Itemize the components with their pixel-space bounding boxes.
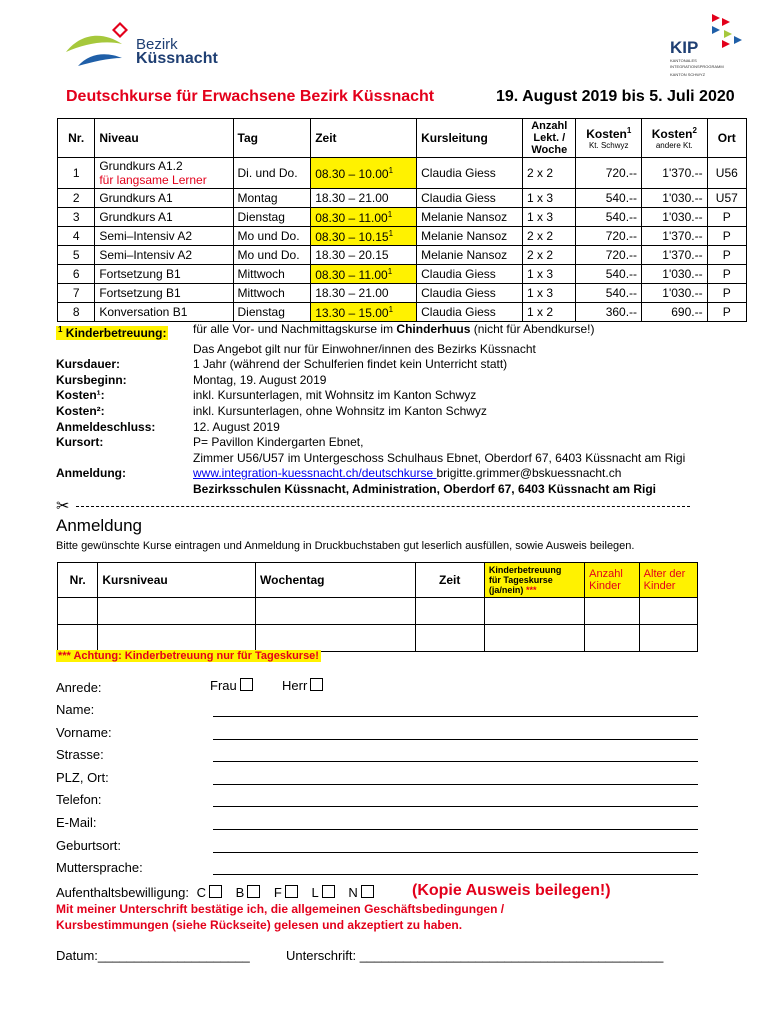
course-ort: P — [707, 246, 746, 265]
anrede-herr[interactable] — [282, 678, 323, 693]
bezirk-logo-mark — [64, 22, 134, 74]
anmeldung-title: Anmeldung — [56, 516, 143, 535]
course-row — [58, 284, 747, 303]
dauer-label: Kursdauer: — [56, 357, 121, 372]
cut-line — [76, 506, 690, 507]
beginn-value: Montag, 19. August 2019 — [193, 372, 327, 387]
opt-l-checkbox[interactable] — [322, 885, 335, 898]
course-ort: P — [707, 265, 746, 284]
col-niveau: Niveau — [95, 119, 233, 158]
course-kosten2: 1'370.-- — [642, 246, 708, 265]
kip-logo-text: KIP — [670, 38, 699, 57]
aufenthalt-label: Aufenthaltsbewilligung: — [56, 885, 189, 900]
course-kosten2: 1'030.-- — [642, 265, 708, 284]
scissors-icon: ✂ — [56, 498, 70, 515]
course-anzahl: 2 x 2 — [523, 227, 576, 246]
col-anzahl-line2: Lekt. / — [533, 132, 566, 144]
aufenthalt-row — [56, 885, 374, 900]
course-niveau-text: Grundkurs A1 — [99, 210, 173, 224]
course-zeit — [311, 265, 417, 284]
info-kinder-row — [56, 322, 756, 342]
course-nr: 3 — [58, 208, 95, 227]
opt-b-checkbox[interactable] — [247, 885, 260, 898]
registration-header — [58, 563, 698, 598]
kinder-label-cell — [56, 322, 193, 342]
kip-arrows-icon — [710, 14, 746, 52]
kip-logo — [670, 14, 750, 80]
course-tag: Dienstag — [233, 303, 311, 322]
course-zeit-text: 08.30 – 10.15 — [315, 229, 389, 244]
kinder-note: *** Achtung: Kinderbetreuung nur für Tageskurse! — [58, 650, 319, 662]
vorname-field[interactable] — [213, 738, 698, 740]
course-kosten1: 540.-- — [576, 265, 642, 284]
kip-logo-sub1: KANTONALES — [670, 58, 697, 63]
course-niveau — [95, 227, 233, 246]
course-zeit — [311, 227, 417, 246]
course-tag: Mo und Do. — [233, 246, 311, 265]
opt-c-checkbox[interactable] — [209, 885, 222, 898]
opt-n-label: N — [348, 885, 358, 900]
registration-row[interactable] — [58, 625, 698, 652]
reg-col-tag: Wochentag — [256, 563, 416, 598]
herr-label: Herr — [282, 678, 308, 693]
col-zeit: Zeit — [311, 119, 417, 158]
bezirk-logo-line2: Küssnacht — [136, 50, 218, 67]
bezirk-logo — [64, 22, 234, 74]
col-kosten2-sub: andere Kt. — [655, 141, 693, 150]
kinder-label — [56, 326, 168, 340]
opt-b-label: B — [235, 885, 245, 900]
course-leitung: Claudia Giess — [417, 265, 523, 284]
course-ort: P — [707, 208, 746, 227]
registration-row[interactable] — [58, 598, 698, 625]
ort-value-2: Zimmer U56/U57 im Untergeschoss Schulhaus Ebnet, Oberdorf 67, 6403 Küssnacht am Rigi — [193, 450, 686, 465]
info-schluss-row — [56, 420, 756, 436]
col-kursleitung: Kursleitung — [417, 119, 523, 158]
reg-col-alter — [639, 563, 697, 598]
vorname-label: Vorname: — [56, 725, 112, 740]
course-zeit-text: 18.30 – 20.15 — [315, 248, 389, 262]
col-ort: Ort — [707, 119, 746, 158]
info-beginn-row — [56, 373, 756, 389]
col-kosten1-sup: 1 — [626, 126, 632, 135]
course-kosten1: 720.-- — [576, 227, 642, 246]
course-niveau — [95, 246, 233, 265]
col-nr: Nr. — [58, 119, 95, 158]
course-niveau-extra: für langsame Lerner — [99, 173, 207, 187]
anmeldung-instructions: Bitte gewünschte Kurse eintragen und Anmeldung in Druckbuchstaben gut leserlich ausfüllen, sowie Ausweis beilegen. — [56, 540, 635, 552]
reg-col-anzahl-line1: Anzahl — [589, 568, 623, 580]
course-row — [58, 208, 747, 227]
course-zeit-sup: 1 — [388, 228, 394, 238]
course-zeit — [311, 208, 417, 227]
course-kosten1: 540.-- — [576, 208, 642, 227]
course-row — [58, 189, 747, 208]
course-ort: U57 — [707, 189, 746, 208]
course-nr: 4 — [58, 227, 95, 246]
course-leitung: Melanie Nansoz — [417, 208, 523, 227]
info-angebot-row — [56, 342, 756, 358]
course-niveau — [95, 284, 233, 303]
course-kosten1: 720.-- — [576, 246, 642, 265]
course-zeit-sup: 1 — [388, 304, 394, 314]
course-anzahl: 1 x 3 — [523, 284, 576, 303]
course-anzahl: 2 x 2 — [523, 246, 576, 265]
kinder-text-b: Chinderhuus — [396, 322, 471, 336]
course-zeit-text: 08.30 – 11.00 — [315, 267, 388, 282]
telefon-field[interactable] — [213, 805, 698, 807]
course-nr: 2 — [58, 189, 95, 208]
datum-field[interactable]: _____________________ — [97, 948, 250, 963]
course-zeit — [311, 284, 417, 303]
kosten1-label: Kosten¹: — [56, 388, 105, 403]
course-zeit-sup: 1 — [387, 209, 393, 219]
course-kosten2: 1'370.-- — [642, 227, 708, 246]
course-leitung: Claudia Giess — [417, 189, 523, 208]
col-anzahl-line3: Woche — [531, 144, 568, 156]
reg-col-anzahl — [585, 563, 640, 598]
anrede-frau[interactable] — [210, 678, 253, 693]
course-tag: Mittwoch — [233, 284, 311, 303]
course-nr: 7 — [58, 284, 95, 303]
course-ort: P — [707, 303, 746, 322]
course-anzahl: 1 x 2 — [523, 303, 576, 322]
course-niveau-text: Grundkurs A1.2 — [99, 159, 183, 173]
course-niveau-text: Semi–Intensiv A2 — [99, 248, 193, 262]
course-ort: P — [707, 227, 746, 246]
course-tag: Mittwoch — [233, 265, 311, 284]
course-niveau — [95, 189, 233, 208]
col-anzahl-line1: Anzahl — [531, 120, 568, 132]
geburtsort-field[interactable] — [213, 851, 698, 853]
schluss-value: 12. August 2019 — [193, 419, 280, 434]
course-zeit-sup: 1 — [388, 165, 394, 175]
course-nr: 6 — [58, 265, 95, 284]
opt-c-label: C — [196, 885, 206, 900]
strasse-label: Strasse: — [56, 747, 104, 762]
course-kosten2: 1'370.-- — [642, 158, 708, 189]
course-tag: Dienstag — [233, 208, 311, 227]
datum-label: Datum: — [56, 948, 98, 963]
kinder-text-a: für alle Vor- und Nachmittagskurse im — [193, 322, 397, 336]
reg-col-anzahl-line2: Kinder — [589, 580, 621, 592]
col-kosten1 — [576, 119, 642, 158]
course-row — [58, 246, 747, 265]
course-zeit — [311, 158, 417, 189]
kosten2-label: Kosten²: — [56, 403, 105, 418]
kopie-note: (Kopie Ausweis beilegen!) — [412, 882, 611, 899]
reg-col-kinder-stars: *** — [525, 585, 537, 595]
reg-col-kinder-line2: für Tageskurse — [488, 575, 553, 585]
course-niveau — [95, 265, 233, 284]
course-zeit-text: 08.30 – 10.00 — [315, 166, 389, 181]
course-leitung: Claudia Giess — [417, 158, 523, 189]
telefon-label: Telefon: — [56, 792, 102, 807]
opt-n-checkbox[interactable] — [361, 885, 374, 898]
info-admin-row — [56, 482, 756, 498]
geburtsort-label: Geburtsort: — [56, 838, 122, 853]
course-tag: Montag — [233, 189, 311, 208]
course-kosten2: 1'030.-- — [642, 208, 708, 227]
course-anzahl: 2 x 2 — [523, 158, 576, 189]
page-title: Deutschkurse für Erwachsene Bezirk Küssnacht — [66, 88, 435, 105]
course-anzahl: 1 x 3 — [523, 189, 576, 208]
registration-table — [57, 562, 698, 652]
anrede-label: Anrede: — [56, 680, 102, 695]
course-row — [58, 303, 747, 322]
course-ort: P — [707, 284, 746, 303]
date-range: 19. August 2019 bis 5. Juli 2020 — [496, 88, 735, 105]
course-zeit — [311, 246, 417, 265]
schluss-label: Anmeldeschluss: — [56, 419, 156, 434]
reg-col-nr: Nr. — [58, 563, 98, 598]
strasse-field[interactable] — [213, 760, 698, 762]
course-tag: Mo und Do. — [233, 227, 311, 246]
course-kosten2: 1'030.-- — [642, 284, 708, 303]
ort-label: Kursort: — [56, 435, 104, 450]
ort-value-1: P= Pavillon Kindergarten Ebnet, — [193, 435, 364, 450]
unterschrift-field[interactable]: __________________________________________ — [359, 948, 664, 963]
name-label: Name: — [56, 702, 95, 717]
course-zeit-text: 08.30 – 11.00 — [315, 210, 388, 225]
course-kosten2: 690.-- — [642, 303, 708, 322]
dauer-value: 1 Jahr (während der Schulferien findet kein Unterricht statt) — [193, 357, 508, 372]
bezirk-logo-line1: Bezirk — [136, 36, 178, 53]
course-kosten1: 540.-- — [576, 189, 642, 208]
info-kosten1-row — [56, 388, 756, 404]
kosten2-value: inkl. Kursunterlagen, ohne Wohnsitz im Kanton Schwyz — [193, 403, 487, 418]
course-zeit-sup: 1 — [387, 266, 393, 276]
col-kosten1-sub: Kt. Schwyz — [588, 141, 629, 150]
kip-logo-sub2: INTEGRATIONSPROGRAMM — [670, 64, 724, 69]
course-zeit — [311, 189, 417, 208]
frau-label: Frau — [210, 678, 237, 693]
bestaetigung-line2: Kursbestimmungen (siehe Rückseite) gelesen und akzeptiert zu haben. — [56, 918, 463, 932]
course-leitung: Claudia Giess — [417, 303, 523, 322]
muttersprache-label: Muttersprache: — [56, 860, 143, 875]
course-niveau — [95, 208, 233, 227]
col-kosten2 — [642, 119, 708, 158]
kinder-label-text: Kinderbetreuung: — [65, 326, 167, 340]
course-row — [58, 227, 747, 246]
course-zeit-text: 18.30 – 21.00 — [315, 286, 389, 300]
datum-row — [56, 948, 250, 963]
col-kosten2-label: Kosten — [651, 127, 693, 141]
course-nr: 8 — [58, 303, 95, 322]
reg-col-kinder-line3: (ja/nein) — [488, 585, 526, 595]
course-niveau — [95, 158, 233, 189]
kinder-sup: 1 — [58, 325, 63, 334]
col-kosten1-label: Kosten — [586, 127, 627, 141]
course-niveau-text: Grundkurs A1 — [99, 191, 173, 205]
reg-col-kinder — [484, 563, 584, 598]
opt-f-label: F — [273, 885, 282, 900]
reg-col-niveau: Kursniveau — [98, 563, 256, 598]
kip-logo-sub3: KANTON SCHWYZ — [670, 72, 706, 77]
kinder-text — [193, 322, 756, 342]
reg-col-zeit: Zeit — [415, 563, 484, 598]
course-ort: U56 — [707, 158, 746, 189]
herr-checkbox[interactable] — [310, 678, 323, 691]
course-zeit-text: 13.30 – 15.00 — [315, 305, 389, 320]
info-block — [56, 322, 756, 498]
anmeldung-email: brigitte.grimmer@bskuessnacht.ch — [436, 466, 622, 481]
course-leitung: Melanie Nansoz — [417, 227, 523, 246]
course-zeit-text: 18.30 – 21.00 — [315, 191, 389, 205]
course-niveau-text: Konversation B1 — [99, 305, 188, 319]
plz-field[interactable] — [213, 783, 698, 785]
course-zeit — [311, 303, 417, 322]
info-dauer-row — [56, 357, 756, 373]
course-anzahl: 1 x 3 — [523, 265, 576, 284]
course-table-header — [58, 119, 747, 158]
unterschrift-row — [286, 948, 663, 963]
course-tag: Di. und Do. — [233, 158, 311, 189]
reg-col-kinder-line1: Kinderbetreuung — [488, 565, 562, 575]
course-anzahl: 1 x 3 — [523, 208, 576, 227]
course-niveau-text: Fortsetzung B1 — [99, 286, 181, 300]
course-row — [58, 265, 747, 284]
reg-col-alter-line2: Kinder — [643, 580, 676, 592]
course-kosten1: 360.-- — [576, 303, 642, 322]
course-niveau-text: Semi–Intensiv A2 — [99, 229, 193, 243]
name-field[interactable] — [213, 715, 698, 717]
anmeldung-link[interactable]: www.integration-kuessnacht.ch/deutschkurse — [193, 466, 437, 481]
kinder-text-c: (nicht für Abendkurse!) — [470, 322, 595, 336]
angebot-text: Das Angebot gilt nur für Einwohner/innen des Bezirks Küssnacht — [193, 341, 536, 356]
reg-col-alter-line1: Alter der — [643, 568, 686, 580]
anmeldung-label: Anmeldung: — [56, 466, 126, 481]
plz-label: PLZ, Ort: — [56, 770, 109, 785]
course-nr: 1 — [58, 158, 95, 189]
kosten1-value: inkl. Kursunterlagen, mit Wohnsitz im Kanton Schwyz — [193, 388, 477, 403]
info-kosten2-row — [56, 404, 756, 420]
col-tag: Tag — [233, 119, 311, 158]
beginn-label: Kursbeginn: — [56, 372, 127, 387]
muttersprache-field[interactable] — [213, 873, 698, 875]
unterschrift-label: Unterschrift: — [286, 948, 357, 963]
course-row — [58, 158, 747, 189]
course-kosten1: 540.-- — [576, 284, 642, 303]
course-rows — [58, 158, 747, 322]
course-nr: 5 — [58, 246, 95, 265]
course-leitung: Claudia Giess — [417, 284, 523, 303]
course-table — [57, 118, 747, 322]
opt-l-label: L — [311, 885, 319, 900]
course-leitung: Melanie Nansoz — [417, 246, 523, 265]
course-kosten1: 720.-- — [576, 158, 642, 189]
course-niveau-text: Fortsetzung B1 — [99, 267, 181, 281]
email-field[interactable] — [213, 828, 698, 830]
bestaetigung-line1: Mit meiner Unterschrift bestätige ich, die allgemeinen Geschäftsbedingungen / — [56, 902, 505, 916]
info-anmeldung-row — [56, 466, 756, 482]
course-niveau — [95, 303, 233, 322]
col-anzahl — [523, 119, 576, 158]
admin-text: Bezirksschulen Küssnacht, Administration, Oberdorf 67, 6403 Küssnacht am Rigi — [193, 481, 657, 496]
col-kosten2-sup: 2 — [692, 126, 697, 135]
info-ort2-row — [56, 451, 756, 467]
course-kosten2: 1'030.-- — [642, 189, 708, 208]
opt-f-checkbox[interactable] — [285, 885, 298, 898]
frau-checkbox[interactable] — [240, 678, 253, 691]
email-label: E-Mail: — [56, 815, 97, 830]
info-ort-row — [56, 435, 756, 451]
